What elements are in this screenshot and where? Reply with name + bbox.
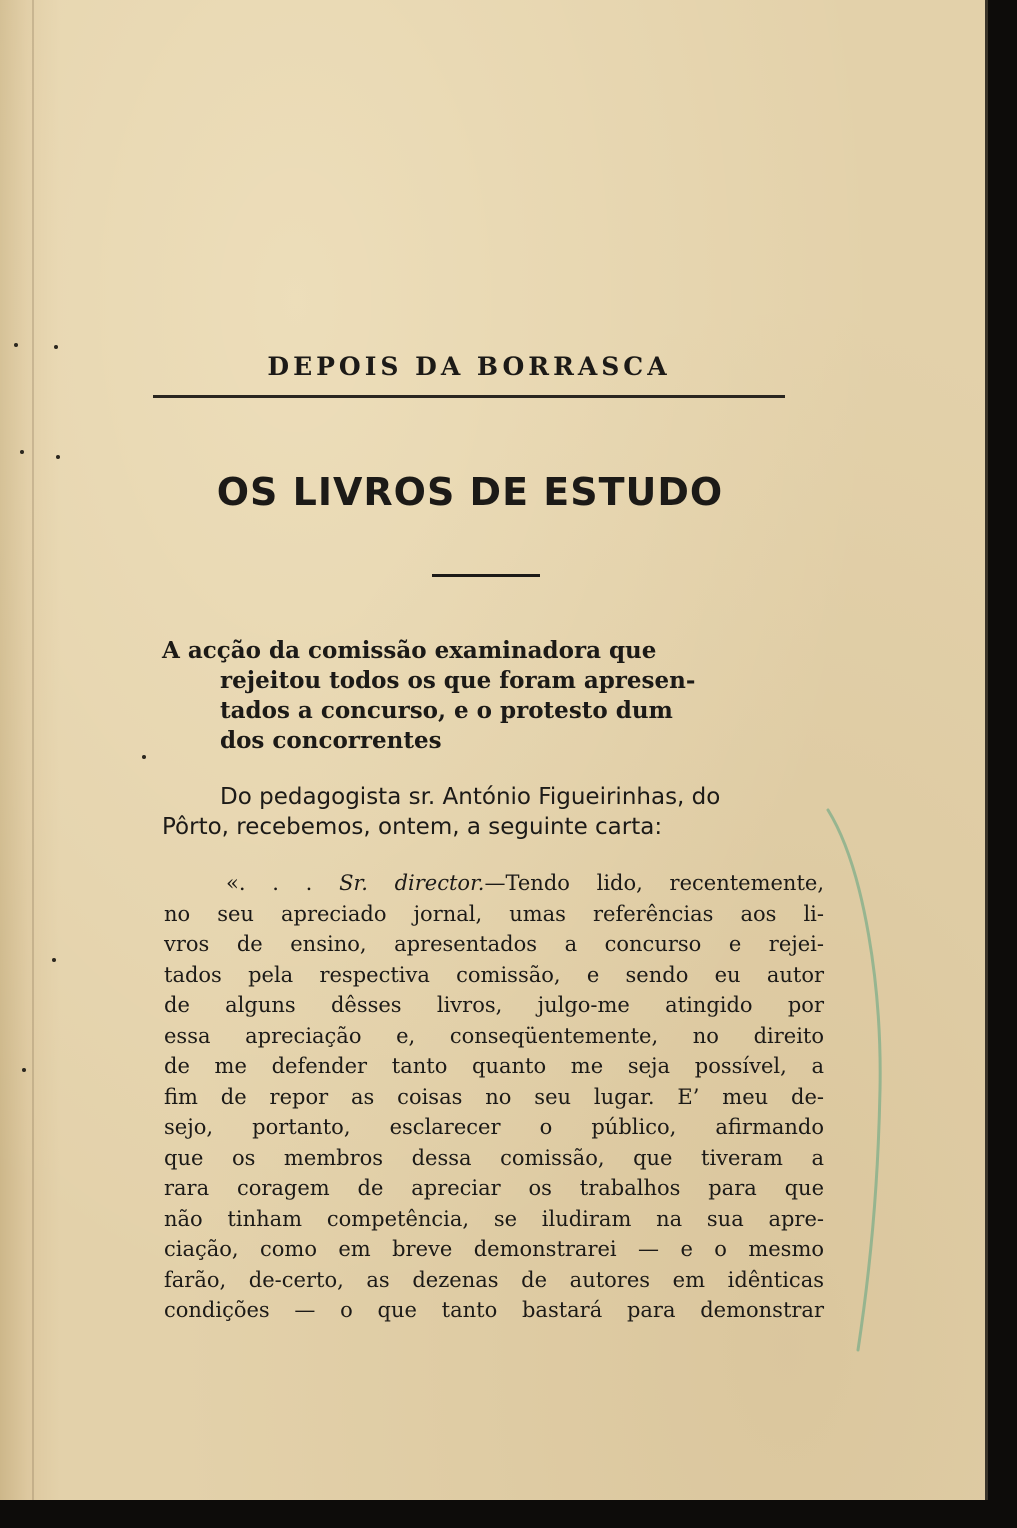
running-header: DEPOIS DA BORRASCA bbox=[267, 352, 671, 381]
paper-speck bbox=[56, 455, 60, 459]
paper-speck bbox=[142, 755, 146, 759]
article-subheading bbox=[162, 636, 822, 756]
paper-speck bbox=[52, 958, 56, 962]
letter-line: que os membros dessa comissão, que tiveram a bbox=[164, 1145, 824, 1170]
letter-line: rara coragem de apreciar os trabalhos para que bbox=[164, 1176, 824, 1200]
paper-speck bbox=[14, 343, 18, 347]
subheading-line: tados a concurso, e o protesto dum bbox=[220, 697, 673, 724]
letter-line: de alguns dêsses livros, julgo-me atingido por bbox=[164, 993, 824, 1017]
letter-first-line bbox=[164, 868, 824, 899]
letter-line: farão, de-certo, as dezenas de autores em idênticas bbox=[164, 1267, 824, 1292]
letter-line: fim de repor as coisas no seu lugar. E’ meu de- bbox=[164, 1084, 824, 1109]
header-rule bbox=[153, 395, 785, 398]
letter-line: ciação, como em breve demonstrarei — e o mesmo bbox=[164, 1237, 824, 1261]
letter-line: vros de ensino, apresentados a concurso e rejei- bbox=[164, 932, 824, 956]
title-rule bbox=[432, 574, 540, 577]
intro-line: Pôrto, recebemos, ontem, a seguinte carta: bbox=[162, 814, 663, 840]
subheading-line: dos concorrentes bbox=[220, 727, 442, 754]
letter-line: essa apreciação e, conseqüentemente, no direito bbox=[164, 1023, 824, 1048]
letter-line: no seu apreciado jornal, umas referências aos li- bbox=[164, 901, 824, 926]
letter-line: sejo, portanto, esclarecer o público, afirmando bbox=[164, 1115, 824, 1139]
letter-line: de me defender tanto quanto me seja possível, a bbox=[164, 1054, 824, 1078]
pencil-margin-mark bbox=[820, 790, 900, 1360]
letter-line: não tinham competência, se iludiram na sua apre- bbox=[164, 1206, 824, 1231]
paper-speck bbox=[20, 450, 24, 454]
subheading-line: rejeitou todos os que foram apresen- bbox=[220, 667, 696, 694]
letter-salutation: Sr. director. bbox=[339, 871, 485, 895]
opening-quote: «. . . bbox=[226, 871, 313, 895]
subheading-line: A acção da comissão examinadora que bbox=[162, 637, 657, 664]
spine-shadow bbox=[32, 0, 34, 1500]
letter-line: condições — o que tanto bastará para demonstrar bbox=[164, 1298, 824, 1322]
letter-line: tados pela respectiva comissão, e sendo eu autor bbox=[164, 962, 824, 987]
letter-body bbox=[164, 868, 824, 1326]
intro-line: Do pedagogista sr. António Figueirinhas, do bbox=[220, 784, 721, 810]
paper-speck bbox=[22, 1068, 26, 1072]
intro-paragraph bbox=[162, 782, 822, 842]
letter-first-line-text: —Tendo lido, recentemente, bbox=[484, 871, 825, 895]
paper-speck bbox=[54, 345, 58, 349]
article-title: OS LIVROS DE ESTUDO bbox=[216, 470, 724, 514]
